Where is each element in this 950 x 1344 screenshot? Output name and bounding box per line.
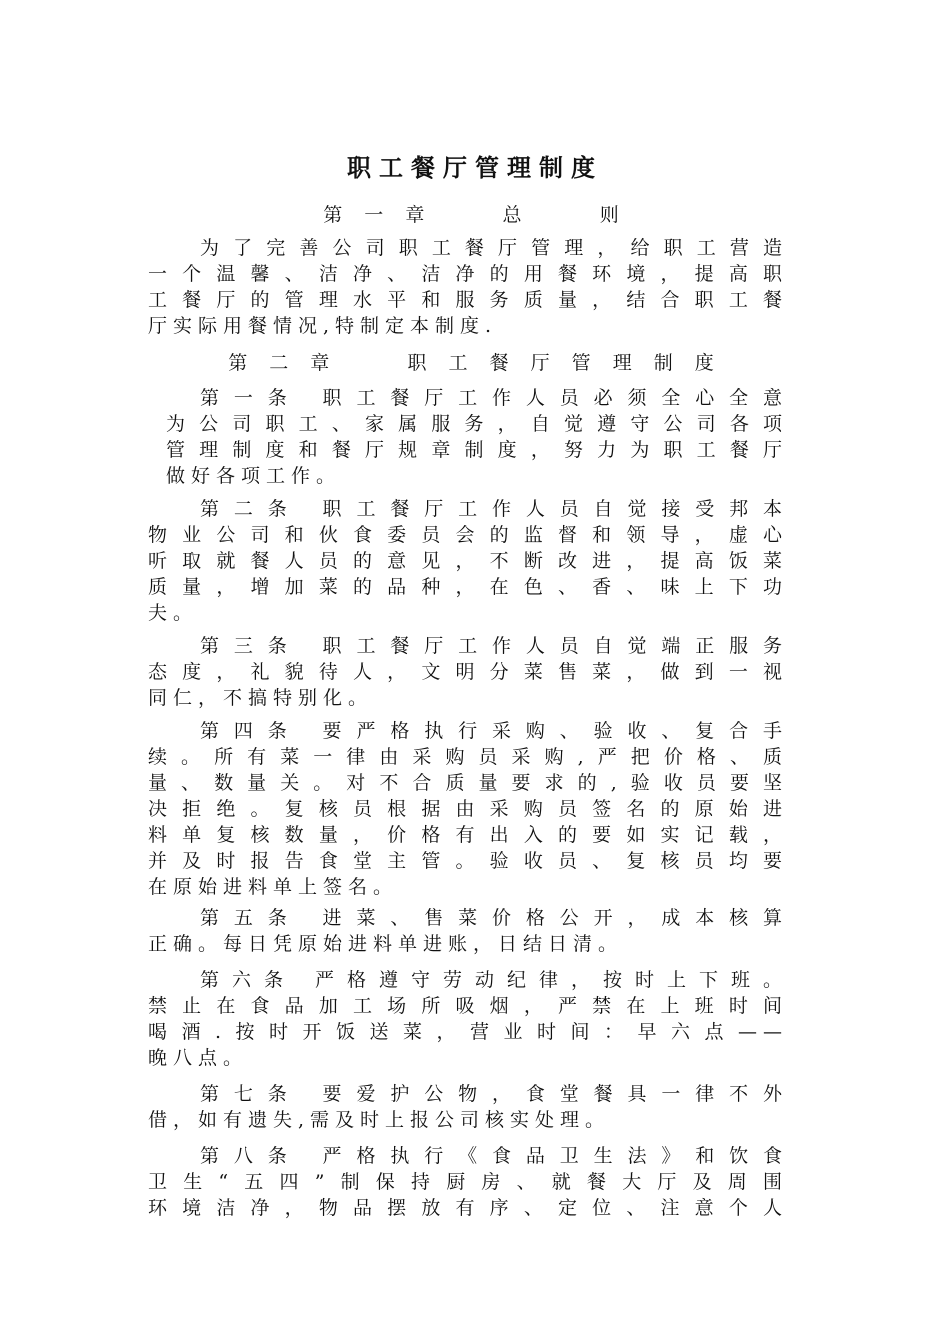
paragraph-line: 第五条 进菜、售菜价格公开，成本核算	[200, 907, 788, 929]
paragraph-line: 态度，礼貌待人，文明分菜售菜，做到一视	[148, 661, 788, 683]
chapter-1-paragraph	[148, 235, 788, 339]
article-2	[148, 496, 788, 626]
article-3	[148, 633, 788, 711]
article-1	[148, 385, 788, 489]
document-title: 职工餐厅管理制度	[347, 153, 603, 182]
paragraph-line: 物业公司和伙食委员会的监督和领导，虚心	[148, 524, 788, 546]
paragraph-line: 质量，增加菜的品种，在色、香、味上下功	[148, 576, 788, 598]
paragraph-line: 续。所有菜一律由采购员采购,严把价格、质	[148, 746, 788, 768]
article-7	[148, 1081, 788, 1133]
paragraph-line: 听取就餐人员的意见，不断改进，提高饭菜	[148, 550, 788, 572]
paragraph-line: 第二条 职工餐厅工作人员自觉接受邦本	[200, 498, 788, 520]
paragraph-line: 同仁，不搞特别化。	[148, 687, 374, 709]
paragraph-line: 第一条 职工餐厅工作人员必须全心全意	[200, 387, 788, 409]
paragraph-line: 做好各项工作。	[166, 465, 342, 487]
paragraph-line: 禁止在食品加工场所吸烟，严禁在上班时间	[148, 995, 788, 1017]
paragraph-line: 喝酒.按时开饭送菜，营业时间：早六点——	[148, 1021, 788, 1043]
paragraph-line: 并及时报告食堂主管。验收员、复核员均要	[148, 850, 788, 872]
article-8	[148, 1143, 788, 1221]
paragraph-line: 第四条 要严格执行采购、验收、复合手	[200, 720, 788, 742]
paragraph-line: 环境洁净，物品摆放有序、定位、注意个人	[148, 1197, 788, 1219]
article-6	[148, 967, 788, 1071]
paragraph-line: 厅实际用餐情况,特制定本制度.	[148, 315, 498, 337]
paragraph-line: 晚八点。	[148, 1047, 249, 1069]
paragraph-line: 夫。	[148, 602, 199, 624]
paragraph-line: 正确。每日凭原始进料单进账，日结日清。	[148, 933, 624, 955]
paragraph-line: 工餐厅的管理水平和服务质量，结合职工餐	[148, 289, 788, 311]
paragraph-line: 在原始进料单上签名。	[148, 876, 399, 898]
paragraph-line: 管理制度和餐厅规章制度，努力为职工餐厅	[166, 439, 788, 461]
paragraph-line: 为了完善公司职工餐厅管理，给职工营造	[200, 237, 788, 259]
paragraph-line: 第三条 职工餐厅工作人员自觉端正服务	[200, 635, 788, 657]
article-5	[148, 905, 788, 957]
paragraph-line: 决拒绝。复核员根据由采购员签名的原始进	[148, 798, 788, 820]
chapter-1-heading: 第 一 章 总 则	[323, 204, 627, 226]
paragraph-line: 第八条 严格执行《食品卫生法》和饮食	[200, 1145, 788, 1167]
article-4	[148, 718, 788, 900]
paragraph-line: 一个温馨、洁净、洁净的用餐环境，提高职	[148, 263, 788, 285]
paragraph-line: 第七条 要爱护公物，食堂餐具一律不外	[200, 1083, 788, 1105]
paragraph-line: 量、数量关。对不合质量要求的,验收员要坚	[148, 772, 788, 794]
paragraph-line: 料单复核数量，价格有出入的要如实记载，	[148, 824, 788, 846]
paragraph-line: 卫生“五四”制保持厨房、就餐大厅及周围	[148, 1171, 788, 1193]
paragraph-line: 第六条 严格遵守劳动纪律，按时上下班。	[200, 969, 788, 991]
chapter-2-heading: 第 二 章 职 工 餐 厅 管 理 制 度	[228, 352, 722, 374]
paragraph-line: 借，如有遗失,需及时上报公司核实处理。	[148, 1109, 611, 1131]
paragraph-line: 为公司职工、家属服务，自觉遵守公司各项	[166, 413, 788, 435]
